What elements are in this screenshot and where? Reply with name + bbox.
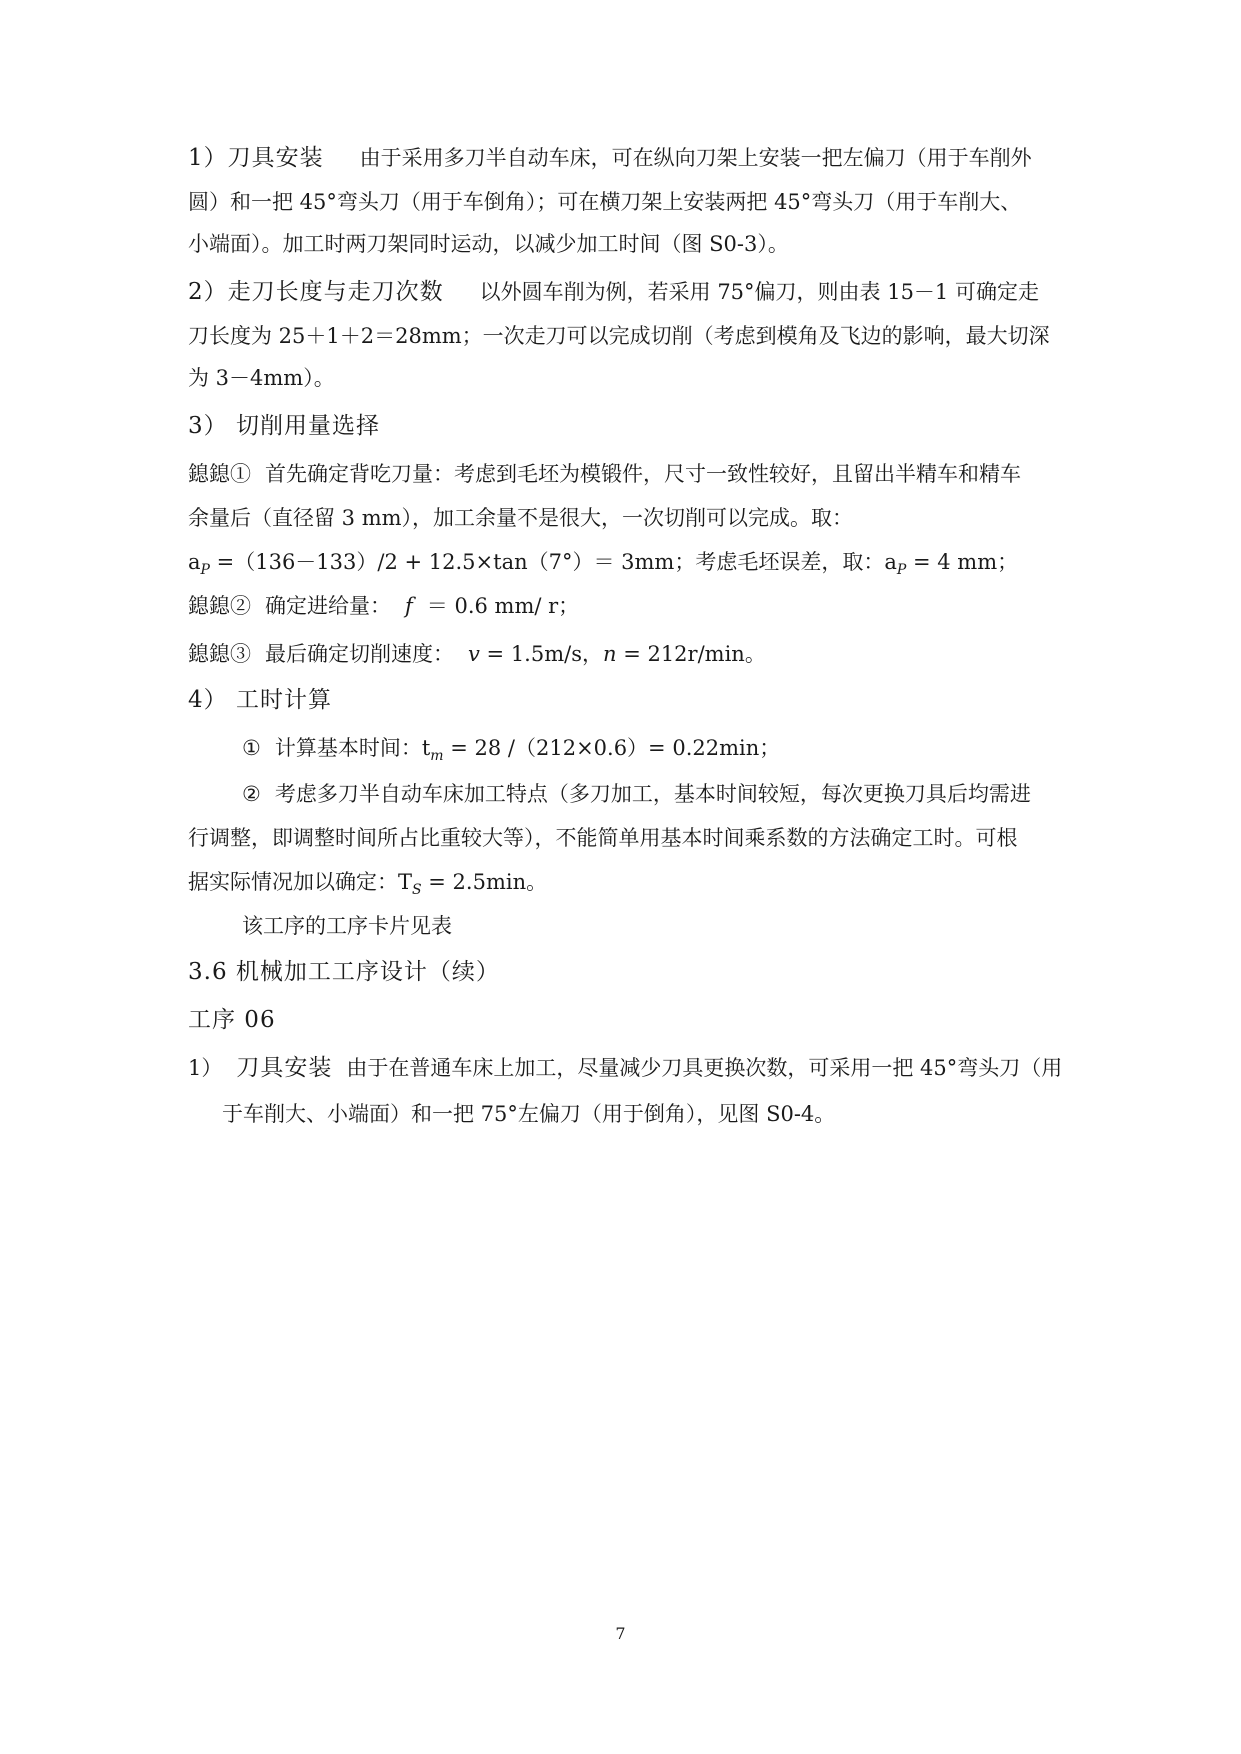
sec3-item1-text: 首先确定背吃刀量：考虑到毛坯为模锻件，尺寸一致性较好，且留出半精车和精车 (265, 462, 1021, 486)
velocity-symbol: v (468, 642, 480, 666)
sec1-line2: 圆）和一把 45°弯头刀（用于车倒角）；可在横刀架上安装两把 45°弯头刀（用于车削大、 (188, 190, 1022, 214)
sec2-line1 (188, 276, 1068, 308)
page-number: 7 (615, 1624, 626, 1643)
ap-subscript-2: P (896, 562, 907, 578)
feed-value: ＝ 0.6 mm/ r； (426, 594, 580, 618)
tm-expression: = 28 /（212×0.6）= 0.22min； (443, 736, 781, 760)
process-label: 工序 06 (188, 1007, 276, 1033)
speed-symbol: n (602, 642, 617, 666)
sec36-item-text: 由于在普通车床上加工，尽量减少刀具更换次数，可采用一把 45°弯头刀（用 (346, 1056, 1063, 1080)
sec2-heading: 2）走刀长度与走刀次数 (188, 279, 444, 305)
ap-subscript: P (200, 562, 210, 578)
sec4-ts-text: 据实际情况加以确定：T (188, 870, 413, 894)
ts-subscript: S (412, 882, 422, 898)
sec36-item-marker: 1） (188, 1056, 223, 1080)
sec4-item2-marker: ② (242, 782, 261, 806)
sec4-item1-marker: ① (242, 736, 261, 760)
sec2-line3: 为 3－4mm）。 (188, 366, 335, 390)
ap-expression: =（136－133）/2 + 12.5×tan（7°）＝ 3mm；考虑毛坯误差，取： (209, 550, 885, 574)
sec4-note: 该工序的工序卡片见表 (242, 914, 452, 938)
sec4-item1-text: 计算基本时间：t (274, 736, 431, 760)
sec3-item2 (188, 590, 1068, 622)
sec3-item3 (188, 638, 1068, 670)
sec3-ap-line (188, 546, 1068, 586)
sec1-heading: 1）刀具安装 (188, 145, 324, 171)
sec2-line2: 刀长度为 25＋1＋2＝28mm；一次走刀可以完成切削（考虑到模角及飞边的影响，最大切深 (188, 324, 1050, 348)
sec36-heading: 3.6 机械加工工序设计（续） (188, 959, 500, 985)
ts-expression: = 2.5min。 (421, 870, 548, 894)
sec4-item2-line3 (188, 866, 1068, 906)
sec36-item1-line2: 于车削大、小端面）和一把 75°左偏刀（用于倒角），见图 S0-4。 (222, 1102, 836, 1126)
sec1-line3: 小端面）。加工时两刀架同时运动，以减少加工时间（图 S0-3）。 (188, 232, 789, 256)
ap-symbol: a (188, 550, 201, 574)
sec3-item1 (188, 458, 1068, 490)
sec1-text1: 由于采用多刀半自动车床，可在纵向刀架上安装一把左偏刀（用于车削外 (359, 146, 1032, 170)
speed-value: = 212r/min。 (616, 642, 766, 666)
ap-value: = 4 mm； (906, 550, 1019, 574)
sec3-heading: 3） 切削用量选择 (188, 413, 380, 439)
sec36-item1 (188, 1052, 1068, 1084)
sec1-line1 (188, 142, 1068, 174)
sec3-item2-marker: 鎴鎴② (188, 594, 251, 618)
sec3-item3-marker: 鎴鎴③ (188, 642, 251, 666)
sec2-text1: 以外圆车削为例，若采用 75°偏刀，则由表 15－1 可确定走 (479, 280, 1039, 304)
tm-subscript: m (430, 748, 444, 764)
sec4-item2-line2: 行调整，即调整时间所占比重较大等），不能简单用基本时间乘系数的方法确定工时。可根 (188, 826, 1018, 850)
sec4-item2 (242, 778, 1122, 810)
feed-symbol: f (405, 594, 413, 618)
sec3-item3-text: 最后确定切削速度： (265, 642, 454, 666)
velocity-value: = 1.5m/s， (479, 642, 603, 666)
sec3-item1-marker: 鎴鎴① (188, 462, 251, 486)
sec4-heading: 4） 工时计算 (188, 687, 332, 713)
sec3-item1-line2: 余量后（直径留 3 mm），加工余量不是很大，一次切削可以完成。取： (188, 506, 854, 530)
sec4-item1 (242, 732, 1122, 772)
sec36-item-heading: 刀具安装 (236, 1055, 333, 1081)
sec3-item2-text: 确定进给量： (265, 594, 391, 618)
sec4-item2-text: 考虑多刀半自动车床加工特点（多刀加工，基本时间较短，每次更换刀具后均需进 (274, 782, 1031, 806)
ap-symbol-2: a (884, 550, 897, 574)
